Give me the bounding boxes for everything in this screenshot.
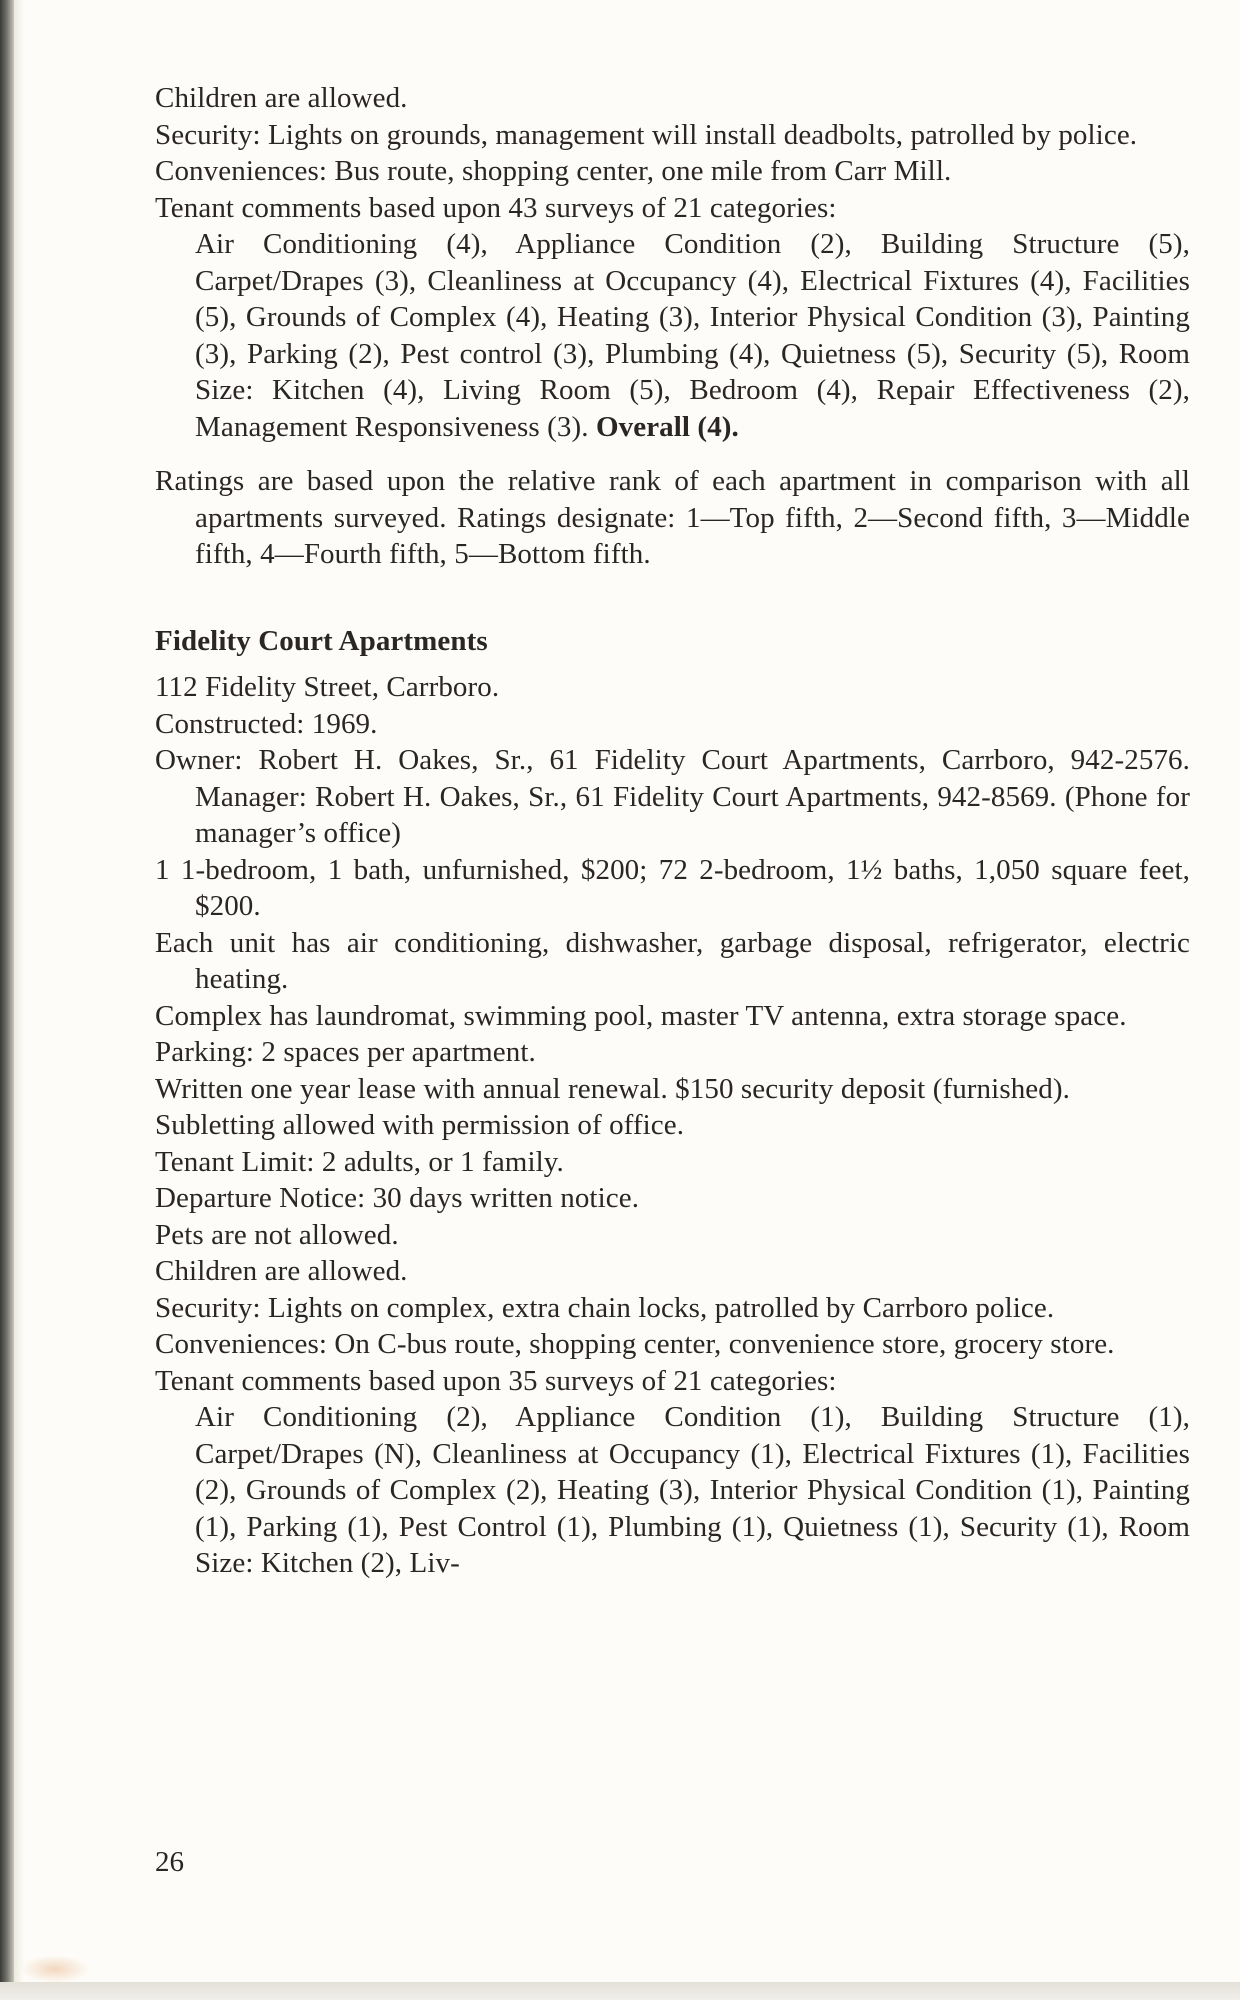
tenant-limit: Tenant Limit: 2 adults, or 1 family. (155, 1145, 564, 1178)
conveniences-info: Conveniences: On C-bus route, shopping center, convenience store, grocery store. (155, 1328, 1115, 1360)
tenant-ratings: Air Conditioning (2), Appliance Condition (1), Building Structure (1), Carpet/Drapes (N), Cleanliness at Occupancy (1), Electrical Fixtures (1), Facilities (2), Grounds of Complex (2), Heating (3), Interior Physical Condition (1), Painting (1), Parking (1), Pest Control (1), Plumbing (1), Quietness (1), Security (1), Room Size: Kitchen (2), Liv- (195, 1401, 1190, 1579)
previous-listing-continued (155, 80, 1190, 445)
page-bottom-edge (0, 1982, 1240, 2000)
overall-rating: Overall (4). (595, 410, 739, 443)
ratings-note: Ratings are based upon the relative rank of each apartment in comparison with all apartments surveyed. Ratings designate: 1—Top fifth, 2—Second fifth, 3—Middle fifth, 4—Fourth fifth, 5—Bottom fifth. (155, 465, 1190, 570)
page-number: 26 (155, 1846, 184, 1878)
parking: Parking: 2 spaces per apartment. (155, 1036, 536, 1068)
units-rent: 1 1-bedroom, 1 bath, unfurnished, $200; 72 2-bedroom, 1½ baths, 1,050 square feet, $200. (155, 853, 1190, 922)
departure-notice: Departure Notice: 30 days written notice. (155, 1182, 640, 1214)
page-gutter-shadow (14, 0, 24, 2000)
children-policy: Children are allowed. (155, 82, 408, 114)
complex-amenities: Complex has laundromat, swimming pool, master TV antenna, extra storage space. (155, 999, 1127, 1032)
owner-manager: Owner: Robert H. Oakes, Sr., 61 Fidelity Court Apartments, Carrboro, 942-2576. Manager: Robert H. Oakes, Sr., 61 Fidelity Court Apartments, 942-8569. (Phone for manager’s office) (155, 744, 1190, 849)
conveniences-info: Conveniences: Bus route, shopping center, one mile from Carr Mill. (155, 155, 952, 187)
spacer (155, 445, 1190, 463)
security-info: Security: Lights on grounds, management will install deadbolts, patrolled by police. (155, 118, 1138, 151)
paper-stain (20, 1955, 90, 1983)
listing-title: Fidelity Court Apartments (155, 624, 488, 657)
pets-policy: Pets are not allowed. (155, 1218, 399, 1251)
tenant-comments-intro: Tenant comments based upon 35 surveys of 21 categories: (155, 1364, 837, 1397)
security-info: Security: Lights on complex, extra chain locks, patrolled by Carrboro police. (155, 1291, 1055, 1324)
page-body (155, 80, 1190, 1582)
unit-features: Each unit has air conditioning, dishwasher, garbage disposal, refrigerator, electric heating. (155, 926, 1190, 995)
spacer (155, 659, 1190, 669)
address: 112 Fidelity Street, Carrboro. (155, 671, 500, 703)
spacer (155, 573, 1190, 623)
ratings-list: Air Conditioning (4), Appliance Condition (2), Building Structure (5), Carpet/Drapes (3), Cleanliness at Occupancy (4), Electrical Fixtures (4), Facilities (5), Grounds of Complex (4), Heating (3), Interior Physical Condition (3), Painting (3), Parking (2), Pest control (3), Plumbing (4), Quietness (5), Security (5), Room Size: Kitchen (4), Living Room (5), Bedroom (4), Repair Effectiveness (2), Management Responsiveness (3). (195, 228, 1190, 443)
tenant-comments-intro: Tenant comments based upon 43 surveys of 21 categories: (155, 191, 837, 224)
fidelity-court-listing (155, 623, 1190, 1582)
subletting: Subletting allowed with permission of office. (155, 1109, 685, 1141)
constructed: Constructed: 1969. (155, 707, 378, 740)
lease-terms: Written one year lease with annual renewal. $150 security deposit (furnished). (155, 1072, 1070, 1105)
tenant-ratings (155, 226, 1190, 445)
children-policy: Children are allowed. (155, 1255, 408, 1287)
page-binding-edge (0, 0, 14, 2000)
